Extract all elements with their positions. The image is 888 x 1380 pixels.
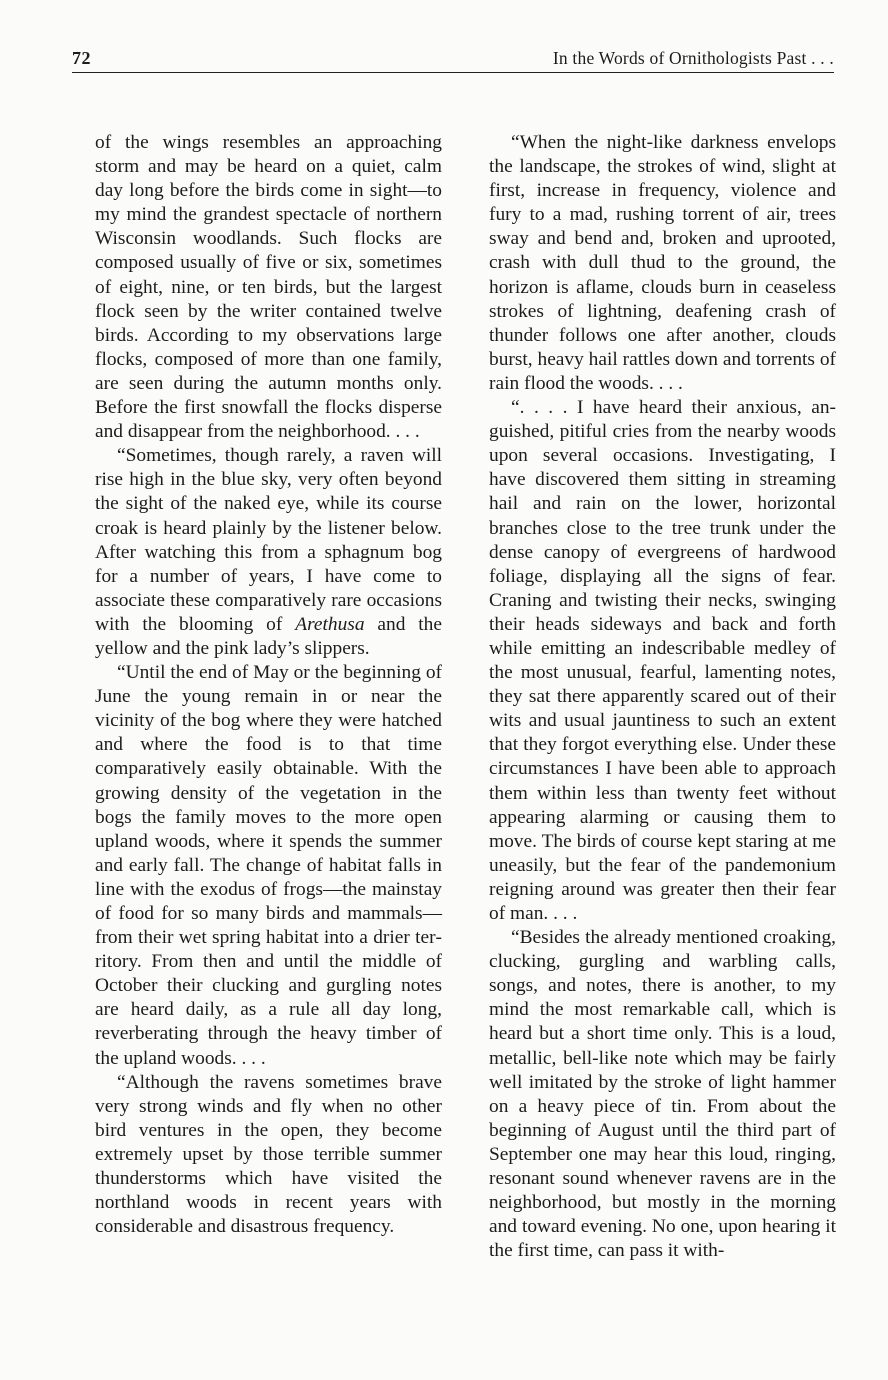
running-head: In the Words of Ornithologists Past . . . bbox=[552, 48, 834, 68]
right-paragraph-1: “When the night-like darkness envelops the landscape, the strokes of wind, slight at first, increase in frequency, violence and fury to a mad, rushing torrent of air, trees sway and bend and, broken and uprooted, crash with dull thud to the ground, the horizon is aflame, clouds burn in ceaseless strokes of lightning, deafening crash of thunder follows one after another, clouds burst, heavy hail rattles down and torrents of rain flood the woods. . . . bbox=[489, 132, 836, 394]
page-header bbox=[72, 48, 834, 73]
left-paragraph-2 bbox=[95, 444, 442, 661]
left-column bbox=[95, 131, 442, 1239]
left-paragraph-1: of the wings resembles an approaching storm and may be heard on a quiet, calm day long before the birds come in sight—to my mind the grandest spectacle of northern Wisconsin woodlands. Such flocks are composed usually of five or six, sometimes of eight, nine, or ten birds, but the largest flock seen by the writer contained twelve birds. According to my observations large flocks, composed of more than one family, are seen during the autumn months only. Before the first snowfall the flocks disperse and disappear from the neighborhood. . . . bbox=[95, 132, 442, 443]
left-paragraph-2-text-a: “Sometimes, though rarely, a raven will rise high in the blue sky, very often beyond the sight of the naked eye, while its course croak is heard plainly by the listener below. After watching this from a sphagnum bog for a number of years, I have come to associate these comparatively rare occasions with the blooming of bbox=[95, 445, 442, 635]
right-paragraph-2: “. . . . I have heard their anxious, anguished, pitiful cries from the nearby woods upon several occasions. Investigating, I have discovered them sitting in streaming hail and rain on the lower, horizontal branches close to the tree trunk under the dense canopy of evergreens of hardwood foliage, displaying all the signs of fear. Craning and twisting their necks, swinging their heads sideways and back and forth while emitting an indescribable medley of the most unusual, fearful, lamenting notes, they sat there apparently scared out of their wits and usual jauntiness to such an extent that they forgot everything else. Under these circumstances I have been able to approach them within less than twenty feet without appearing alarming or causing them to move. The birds of course kept staring at me uneasily, but the fear of the pandemonium reigning around was greater then their fear of man. . . . bbox=[489, 397, 836, 924]
arethusa-italic: Arethusa bbox=[295, 613, 365, 635]
page-number: 72 bbox=[72, 48, 91, 68]
left-paragraph-4: “Although the ravens sometimes brave very strong winds and fly when no other bird ventures in the open, they become extremely upset by those terrible summer thunderstorms which have visited the northland woods in recent years with considerable and disastrous frequency. bbox=[95, 1071, 442, 1238]
right-column bbox=[489, 131, 836, 1263]
left-paragraph-2-text-b: and the yellow and the pink lady’s slippers. bbox=[95, 613, 442, 659]
right-paragraph-3: “Besides the already mentioned croaking, clucking, gurgling and warbling calls, songs, and notes, there is another, to my mind the most remarkable call, which is heard but a short time only. This is a loud, metallic, bell-like note which may be fairly well imitated by the stroke of light hammer on a heavy piece of tin. From about the beginning of August until the third part of September one may hear this loud, ringing, resonant sound whenever ravens are in the neighborhood, but mostly in the morning and toward evening. No one, upon hearing it the first time, can pass it with- bbox=[489, 927, 836, 1262]
left-paragraph-3: “Until the end of May or the beginning of June the young remain in or near the vicinity of the bog where they were hatched and where the food is to that time comparatively easily obtainable. With the growing density of the vegetation in the bogs the family moves to the more open upland woods, where it spends the summer and early fall. The change of habitat falls in line with the exodus of frogs—the mainstay of food for so many birds and mammals—from their wet spring habitat into a drier territory. From then and until the middle of October their clucking and gurgling notes are heard daily, as a rule all day long, reverberating through the heavy timber of the upland woods. . . . bbox=[95, 662, 442, 1069]
